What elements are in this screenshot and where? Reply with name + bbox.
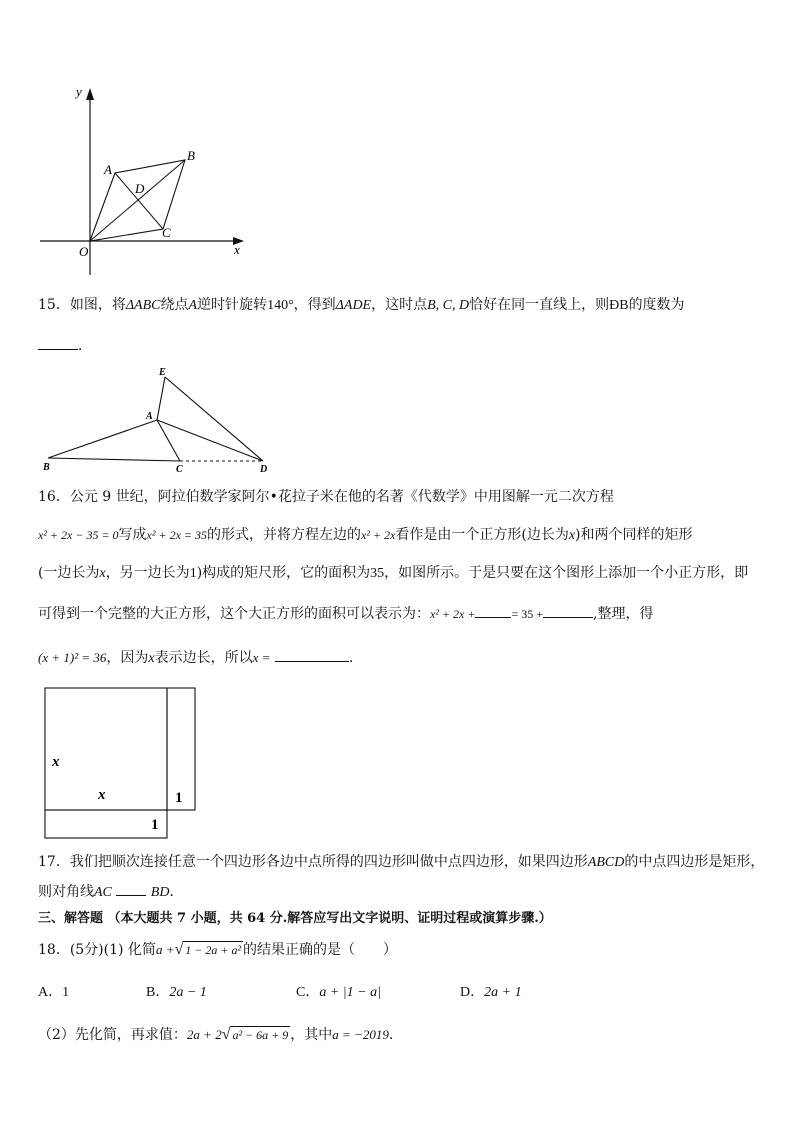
label-D: D: [135, 181, 145, 196]
answer-blank-q16-2[interactable]: [543, 605, 593, 618]
answer-blank-q16-3[interactable]: [275, 649, 349, 662]
q16-text: 看作是由一个正方形(边长为: [395, 527, 569, 543]
q16-eq7: x =: [252, 650, 271, 665]
q16-eq6: (x + 1)² = 36: [38, 650, 107, 665]
q15-text: 逆时针旋转: [197, 297, 268, 313]
q16-text: 表示边长，所以: [154, 650, 253, 666]
big-square-x: [45, 688, 167, 810]
q18-optC-text: a + |1 − a|: [319, 985, 381, 1000]
q16-var: x: [148, 651, 155, 666]
square-figure: [40, 683, 210, 843]
q16-text: 可得到一个完整的大正方形，这个大正方形的面积可以表示为：: [38, 606, 430, 622]
q18-option-b[interactable]: [146, 982, 207, 1003]
q18-option-a[interactable]: [38, 982, 69, 1003]
q18-expr-a: a +: [155, 942, 175, 957]
label-D: D: [260, 464, 268, 474]
answer-blank-q16-1[interactable]: [475, 605, 511, 618]
q18-p2-radicand: a² − 6a + 9: [232, 1028, 289, 1042]
q15-text: ，得到: [293, 297, 336, 313]
q16-text: )构成的矩尺形，它的面积为: [196, 565, 371, 581]
q15-text: 的度数为: [628, 297, 685, 313]
segment-AD: [157, 420, 263, 461]
q17-text: 则对角线: [38, 884, 94, 900]
q17-end: ．: [169, 884, 184, 900]
label-B: B: [187, 148, 195, 163]
radical-sign: √: [174, 941, 184, 958]
q16-eq2: x² + 2x = 35: [146, 528, 207, 542]
q15-points: B, C, D: [427, 298, 470, 313]
answer-blank-q15[interactable]: [38, 337, 78, 350]
q16-line1: 16．公元 9 世纪，阿拉伯数学家阿尔•花拉子米在他的名著《代数学》中用图解一元二次方程: [38, 489, 614, 505]
q18-p2-text: （2）先化简，再求值：: [38, 1027, 187, 1043]
q15-tri1: ΔABC: [125, 298, 161, 313]
q16-text: ,整理，得: [593, 606, 654, 622]
q17-line1: [38, 852, 764, 873]
q16-text: ，另一边长为: [105, 565, 190, 581]
q18-radicand: 1 − 2a + a²: [185, 943, 242, 957]
q15-text: 如图，将: [69, 297, 126, 313]
q17-ac: AC: [94, 885, 112, 900]
coordinate-figure: [30, 80, 260, 280]
radical-sign: √: [221, 1026, 231, 1043]
q18-optB-text: 2a − 1: [169, 985, 207, 1000]
q15-degree: 140°: [267, 298, 294, 313]
segment-BA: [48, 420, 157, 458]
q15-text: 恰好在同一直线上，则: [469, 297, 610, 313]
q18-tail: 的结果正确的是（ ）: [243, 942, 398, 958]
section-3-title: 三、解答题: [38, 911, 104, 926]
section-3-note: （本大题共 7 小题，共 64 分.解答应写出文字说明、证明过程或演算步骤.）: [107, 911, 552, 926]
label-one-bottom: 1: [151, 817, 159, 833]
label-A: A: [104, 162, 112, 177]
rotation-figure: [40, 362, 280, 474]
q18-option-d[interactable]: [460, 982, 522, 1003]
label-x-bottom: x: [98, 787, 106, 803]
answer-blank-q17[interactable]: [116, 883, 146, 896]
q18-p2-expr: 2a + 2: [186, 1027, 222, 1042]
q18-optD-text: 2a + 1: [484, 985, 522, 1000]
q15-line2: [38, 336, 92, 356]
q16-text: 的形式，并将方程左边的: [207, 527, 361, 543]
label-E: E: [159, 367, 166, 378]
label-x-left: x: [52, 754, 60, 770]
bottom-rectangle: [45, 810, 167, 838]
segment-AC: [157, 420, 180, 461]
q17-text: 的中点四边形是矩形，: [624, 854, 765, 870]
q17-quad: ABCD: [587, 855, 625, 870]
q16-text: ，因为: [106, 650, 149, 666]
q16-line3: [38, 563, 748, 584]
q18-p2-text: ，其中: [290, 1027, 333, 1043]
q16-var: x: [568, 528, 576, 543]
q15-angle: ÐB: [609, 298, 629, 313]
q15-end: ．: [78, 338, 92, 354]
q16-area: 35: [370, 566, 385, 581]
q18-p2-cond: a = −2019: [332, 1027, 389, 1042]
q18-part1: [38, 940, 397, 960]
q16-var: x: [99, 566, 106, 581]
label-C: C: [162, 225, 171, 240]
q16-end: .: [348, 650, 354, 666]
label-B: B: [43, 462, 50, 473]
label-O: O: [79, 244, 89, 259]
q16-line5: [38, 648, 353, 669]
q18-optC-label: C．: [296, 985, 320, 1000]
segment-AE: [157, 377, 165, 420]
q17-text: 17．我们把顺次连接任意一个四边形各边中点所得的四边形叫做中点四边形，如果四边形: [38, 854, 588, 870]
q16-line2: [38, 525, 693, 546]
label-C: C: [176, 464, 183, 474]
q18-p2-end: .: [388, 1027, 394, 1043]
q18-optA-text: A．1: [38, 985, 70, 1000]
q16-text: )和两个同样的矩形: [575, 527, 693, 543]
section-3-heading: [38, 908, 552, 929]
q16-one: 1: [189, 566, 197, 581]
label-x: x: [234, 242, 240, 257]
q16-eq5: = 35 +: [511, 607, 543, 621]
label-y: y: [76, 84, 82, 99]
q15-text: ，这时点: [371, 297, 428, 313]
q16-eq3: x² + 2x: [361, 528, 396, 542]
q15-tri2: ΔADE: [335, 298, 372, 313]
q16-text: (一边长为: [38, 565, 100, 581]
q15-text: 绕点: [160, 297, 189, 313]
segment-BC: [48, 458, 180, 461]
q18-part2: [38, 1025, 393, 1045]
q18-optD-label: D．: [460, 985, 485, 1000]
q18-option-c[interactable]: [296, 982, 381, 1003]
y-axis-arrow: [86, 88, 94, 100]
label-one-right: 1: [175, 790, 183, 806]
q15-num: 15．: [38, 297, 70, 313]
q16-text: 写成: [118, 527, 147, 543]
label-A: A: [146, 411, 153, 422]
q17-line2: [38, 882, 183, 903]
q15-line1: [38, 295, 685, 316]
q18-num: 18．(5分)(1) 化简: [38, 942, 156, 958]
q16-line4: [38, 604, 653, 624]
q15-point: A: [188, 298, 198, 313]
q16-eq4: x² + 2x +: [430, 607, 476, 621]
q16-eq1: x² + 2x − 35 = 0: [38, 528, 119, 542]
q18-optB-label: B．: [146, 985, 170, 1000]
segment-ED: [165, 377, 263, 461]
q16-text: ，如图所示。于是只要在这个图形上添加一个小正方形，即: [384, 565, 749, 581]
q17-bd: BD: [150, 885, 170, 900]
